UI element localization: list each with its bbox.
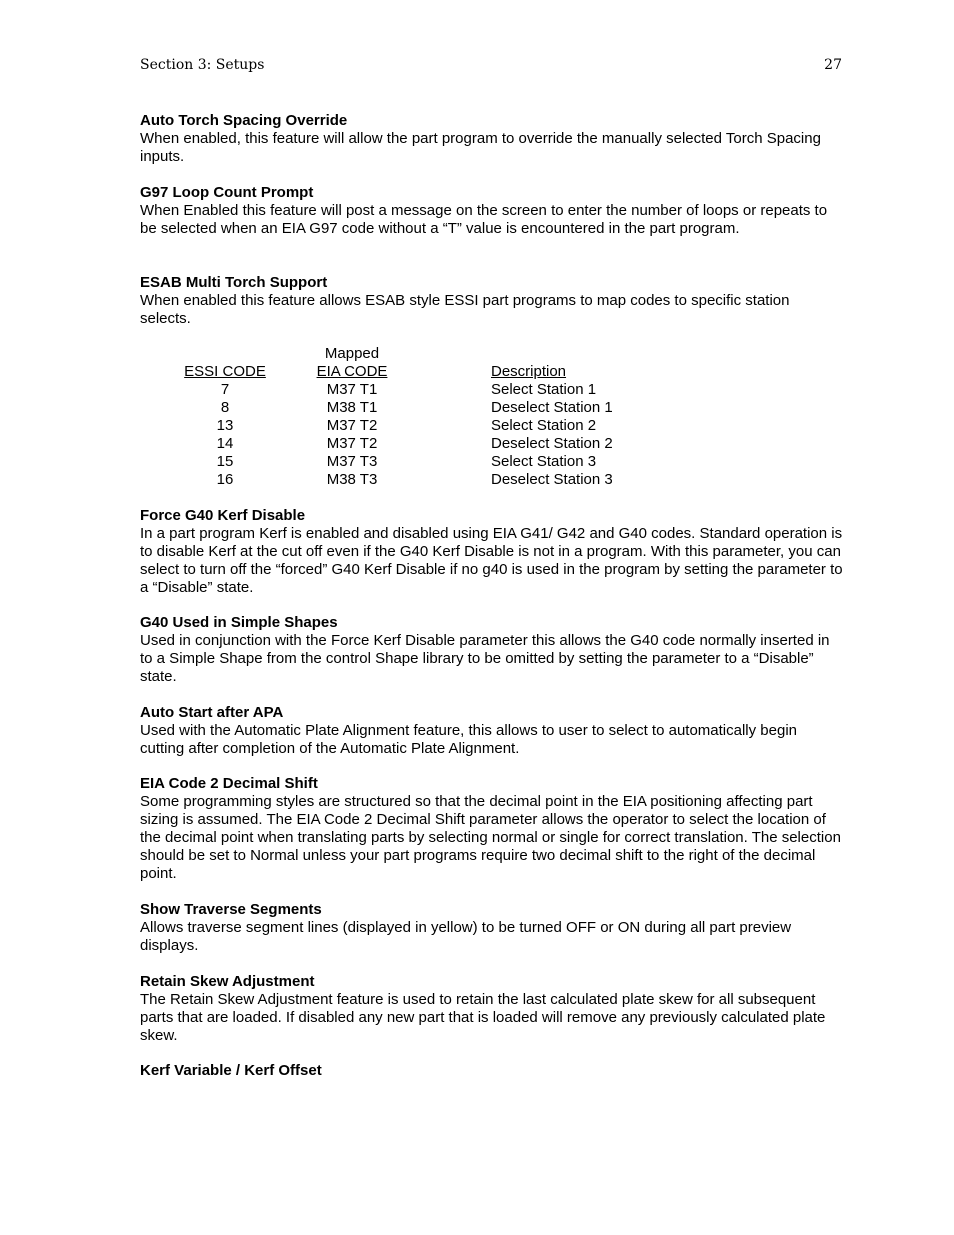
essi-code-cell: 16 <box>216 471 234 488</box>
description-cell: Select Station 1 <box>491 381 597 398</box>
description-cell: Deselect Station 2 <box>491 435 613 452</box>
header-eia-code: EIA CODE <box>316 363 388 380</box>
table-row <box>140 435 844 453</box>
section-body: Some programming styles are structured so that the decimal point in the EIA positioning affecting part sizing is assumed. The EIA Code 2 Decimal Shift parameter allows the operator to select the location of the decimal point when translating parts by selecting normal or single for correct translation. The selection should be set to Normal unless your part programs require two decimal shift to the right of the decimal point. <box>140 793 841 882</box>
section-auto-start-after-apa <box>140 704 844 758</box>
description-cell: Deselect Station 3 <box>491 471 613 488</box>
essi-code-cell: 13 <box>216 417 234 434</box>
section-auto-torch-spacing-override <box>140 112 844 166</box>
section-force-g40-kerf-disable <box>140 507 844 597</box>
description-cell: Deselect Station 1 <box>491 399 613 416</box>
table-header-row <box>140 363 844 381</box>
section-body: When Enabled this feature will post a message on the screen to enter the number of loops or repeats to be selected when an EIA G97 code without a “T” value is encountered in the part program. <box>140 202 828 237</box>
section-esab-multi-torch-support <box>140 274 844 328</box>
section-body: When enabled this feature allows ESAB style ESSI part programs to map codes to specific station selects. <box>140 292 790 327</box>
section-title: Show Traverse Segments <box>140 901 322 918</box>
description-cell: Select Station 3 <box>491 453 597 470</box>
section-kerf-variable-kerf-offset <box>140 1062 844 1080</box>
section-title: G40 Used in Simple Shapes <box>140 614 338 631</box>
section-body: Used in conjunction with the Force Kerf Disable parameter this allows the G40 code normally inserted in to a Simple Shape from the control Shape library to be omitted by setting the parameter to a “Disable” state. <box>140 632 830 685</box>
section-body: The Retain Skew Adjustment feature is used to retain the last calculated plate skew for all subsequent parts that are loaded. If disabled any new part that is loaded will remove any previously calculated plate skew. <box>140 991 826 1044</box>
essi-code-cell: 8 <box>220 399 230 416</box>
section-retain-skew-adjustment <box>140 973 844 1045</box>
header-description: Description <box>491 363 567 380</box>
eia-code-cell: M37 T2 <box>326 435 378 452</box>
essi-code-cell: 7 <box>220 381 230 398</box>
eia-code-cell: M37 T2 <box>326 417 378 434</box>
eia-code-cell: M37 T1 <box>326 381 378 398</box>
section-title: EIA Code 2 Decimal Shift <box>140 775 318 792</box>
running-header-section: Section 3: Setups <box>140 57 265 73</box>
section-show-traverse-segments <box>140 901 844 955</box>
section-title: Auto Start after APA <box>140 704 284 721</box>
section-eia-code-2-decimal-shift <box>140 775 844 883</box>
section-g97-loop-count-prompt <box>140 184 844 238</box>
table-row <box>140 471 844 489</box>
section-body: Used with the Automatic Plate Alignment feature, this allows to user to select to automatically begin cutting after completion of the Automatic Plate Alignment. <box>140 722 798 757</box>
section-title: G97 Loop Count Prompt <box>140 184 314 201</box>
section-g40-used-in-simple-shapes <box>140 614 844 686</box>
section-body: Allows traverse segment lines (displayed in yellow) to be turned OFF or ON during all part preview displays. <box>140 919 792 954</box>
mapped-label: Mapped <box>324 345 380 362</box>
section-body: In a part program Kerf is enabled and disabled using EIA G41/ G42 and G40 codes. Standard operation is to disable Kerf at the cut off even if the G40 Kerf Disable is not in a program. With this parameter, you can select to turn off the “forced” G40 Kerf Disable if no g40 is used in the program by setting the parameter to a “Disable” state. <box>140 525 843 596</box>
essi-eia-code-table <box>140 345 844 489</box>
eia-code-cell: M38 T3 <box>326 471 378 488</box>
section-title: Retain Skew Adjustment <box>140 973 315 990</box>
eia-code-cell: M37 T3 <box>326 453 378 470</box>
section-title: Force G40 Kerf Disable <box>140 507 306 524</box>
essi-code-cell: 14 <box>216 435 234 452</box>
essi-code-cell: 15 <box>216 453 234 470</box>
description-cell: Select Station 2 <box>491 417 597 434</box>
table-mapped-row <box>140 345 844 363</box>
section-body: When enabled, this feature will allow the part program to override the manually selected Torch Spacing inputs. <box>140 130 821 165</box>
page-number: 27 <box>824 57 842 73</box>
section-title: Kerf Variable / Kerf Offset <box>140 1062 322 1079</box>
table-row <box>140 417 844 435</box>
section-title: Auto Torch Spacing Override <box>140 112 348 129</box>
eia-code-cell: M38 T1 <box>326 399 378 416</box>
section-title: ESAB Multi Torch Support <box>140 274 328 291</box>
table-row <box>140 381 844 399</box>
table-row <box>140 453 844 471</box>
header-essi-code: ESSI CODE <box>184 363 266 380</box>
table-row <box>140 399 844 417</box>
